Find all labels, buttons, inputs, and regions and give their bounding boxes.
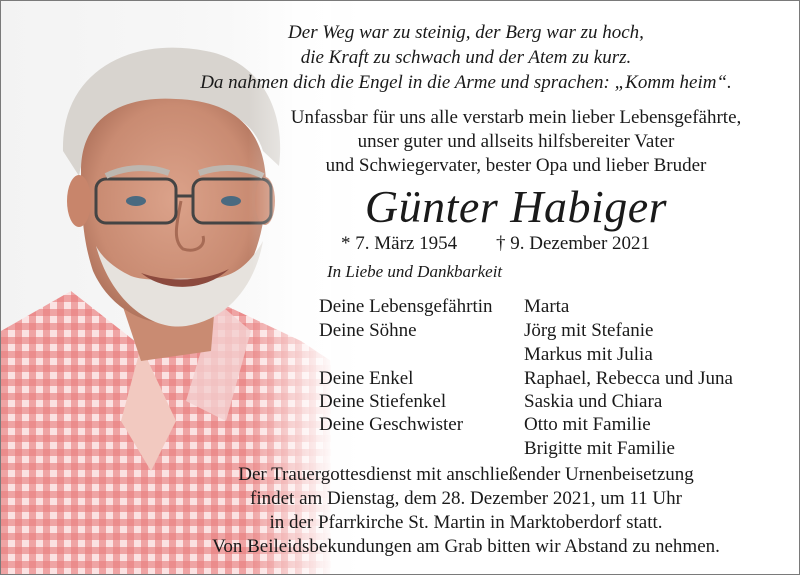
family-label: Deine Enkel <box>319 368 414 389</box>
family-label: Deine Geschwister <box>319 414 464 435</box>
intro-line: unser guter und allseits hilfsbereiter Vater <box>357 131 675 152</box>
birth-date: * 7. März 1954 <box>341 233 458 254</box>
service-line: in der Pfarrkirche St. Martin in Marktoberdorf statt. <box>269 512 663 533</box>
family-name: Brigitte mit Familie <box>524 438 675 459</box>
death-date: † 9. Dezember 2021 <box>496 233 651 254</box>
family-label: Deine Lebensgefährtin <box>319 296 493 317</box>
family-name: Otto mit Familie <box>524 414 651 435</box>
service-line: Der Trauergottesdienst mit anschließender Urnenbeisetzung <box>238 464 694 485</box>
deceased-name: Günter Habiger <box>364 181 668 232</box>
family-label: Deine Stiefenkel <box>319 391 447 412</box>
family-name: Marta <box>524 296 570 317</box>
family-name: Raphael, Rebecca und Juna <box>524 368 733 389</box>
family-name: Jörg mit Stefanie <box>524 320 654 341</box>
family-name: Markus mit Julia <box>524 344 653 365</box>
dankbarkeit-line: In Liebe und Dankbarkeit <box>327 262 503 281</box>
poem-line: Da nahmen dich die Engel in die Arme und sprachen: „Komm heim“. <box>200 72 732 93</box>
intro-line: Unfassbar für uns alle verstarb mein lieber Lebensgefährte, <box>290 107 742 128</box>
family-label: Deine Söhne <box>319 320 417 341</box>
family-name: Saskia und Chiara <box>524 391 663 412</box>
service-line: findet am Dienstag, dem 28. Dezember 2021, um 11 Uhr <box>250 488 682 509</box>
poem-line: Der Weg war zu steinig, der Berg war zu hoch, <box>288 22 644 43</box>
service-line: Von Beileidsbekundungen am Grab bitten wir Abstand zu nehmen. <box>212 536 720 557</box>
intro-line: und Schwiegervater, bester Opa und lieber Bruder <box>325 155 707 176</box>
poem-line: die Kraft zu schwach und der Atem zu kurz. <box>300 47 632 68</box>
